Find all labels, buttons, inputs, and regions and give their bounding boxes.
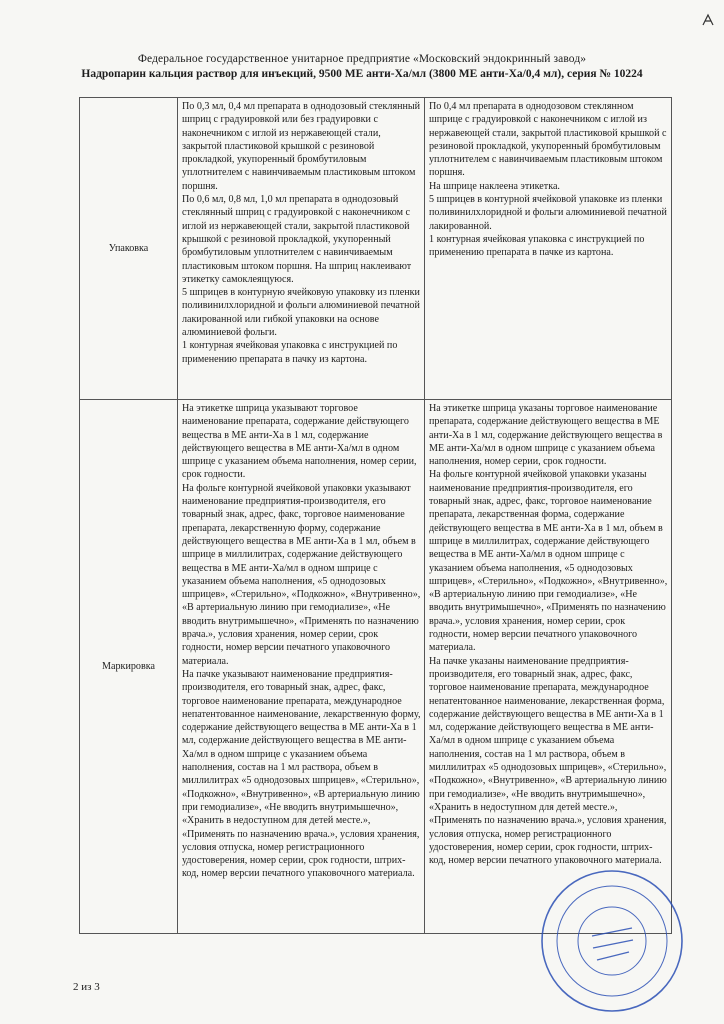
paragraph: На шприце наклеена этикетка. xyxy=(429,180,560,192)
table-row-packaging xyxy=(80,98,672,400)
marking-results-cell xyxy=(425,400,672,934)
paragraph: На этикетке шприца указаны торговое наименование препарата, содержание действующего вещества в МЕ анти-Ха в 1 мл, содержание действующего вещества в МЕ анти-Ха/мл в одном шприце с указанием объема наполнения, номер серии, срок годности. xyxy=(429,403,663,468)
paragraph: 5 шприцев в контурную ячейковую упаковку из пленки поливинилхлоридной и фольги алюминиевой печатной лакированной или гибкой упаковки на основе алюминиевой фольги. xyxy=(182,287,420,339)
paragraph: На этикетке шприца указывают торговое наименование препарата, содержание действующего вещества в МЕ анти-Ха в 1 мл, содержание действующего вещества в МЕ анти-Ха/мл в одном шприце с указанием объема наполнения, номер серии, срок годности. xyxy=(182,403,417,481)
paragraph: На пачке указаны наименование предприятия-производителя, его товарный знак, адрес, факс, торговое наименование препарата, международное непатентованное наименование, лекарственная форма, содержание действующего вещества в МЕ анти-Ха в 1 мл, содержание действующего вещества в МЕ анти-Ха/мл в одном шприце с указанием объема наполнения, состав на 1 мл раствора, объем в миллилитрах «5 однодозовых шприцев», «Стерильно», «Подкожно», «Внутривенно», «В артериальную линию при гемодиализе», «Не вводить внутримышечно», «Хранить в недоступном для детей месте.», «Применять по назначению врача.», условия хранения, условия отпуска, номер регистрационного удостоверения, номер серии, срок годности, штрих-код, номер версии печатного упаковочного материала. xyxy=(429,655,667,867)
document-header xyxy=(0,52,724,81)
table-row-marking xyxy=(80,400,672,934)
organization-name: Федеральное государственное унитарное предприятие «Московский эндокринный завод» xyxy=(137,53,587,65)
paragraph: По 0,3 мл, 0,4 мл препарата в однодозовый стеклянный шприц с градуировкой или без градуировки с наконечником с иглой из нержавеющей стали, закрытой пластиковой крышкой с резиновой прокладкой, укупоренный бромбутиловым уплотнителем с навинчиваемым пластиковым штоком поршня. xyxy=(182,101,421,192)
paragraph: 5 шприцев в контурной ячейковой упаковке из пленки поливинилхлоридной и фольги алюминиевой печатной лакированной. xyxy=(429,194,667,232)
paragraph: По 0,6 мл, 0,8 мл, 1,0 мл препарата в однодозовый стеклянный шприц с градуировкой с наконечником с иглой из нержавеющей стали, закрытой пластиковой крышкой с резиновой прокладкой, укупоренный бромбутиловым уплотнителем с навинчиваемым пластиковым штоком поршня. На шприц наклеивают этикетку самоклеящуюся. xyxy=(182,194,412,285)
paragraph: 1 контурная ячейковая упаковка с инструкцией по применению препарата в пачке из картона. xyxy=(429,233,645,259)
paragraph: 1 контурная ячейковая упаковка с инструкцией по применению препарата в пачку из картона. xyxy=(182,340,398,365)
specification-table xyxy=(79,97,672,934)
paragraph: На пачке указывают наименование предприятия-производителя, его товарный знак, адрес, факс, торговое наименование препарата, международное непатентованное наименование, лекарственную форму, содержание действующего вещества в МЕ анти-Ха в 1 мл, содержание действующего вещества в МЕ анти-Ха/мл в одном шприце с указанием объема наполнения, состав на 1 мл раствора, объем в миллилитрах «5 однодозовых шприцев», «Стерильно», «Подкожно», «Внутривенно», «В артериальную линию при гемодиализе», «Не вводить внутримышечно», «Хранить в недоступном для детей месте.», «Применять по назначению врача.», условия хранения, условия отпуска, номер регистрационного удостоверения, номер серии, срок годности, штрих-код, номер версии печатного упаковочного материала. xyxy=(182,668,421,880)
page-number: 2 из 3 xyxy=(73,981,100,993)
corner-mark-icon xyxy=(700,12,716,28)
seal-stamp xyxy=(537,866,687,1016)
paragraph: По 0,4 мл препарата в однодозовом стеклянном шприце с градуировкой с наконечником с иглой из нержавеющей стали, закрытой пластиковой крышкой с резиновой прокладкой, укупоренный бромбутиловым уплотнителем с навинчиваемым пластиковым штоком поршня. xyxy=(429,101,667,179)
paragraph: На фольге контурной ячейковой упаковки указаны наименование предприятия-производителя, его товарный знак, адрес, факс, торговое наименование препарата, лекарственная форма, содержание действующего вещества в МЕ анти-Ха в 1 мл, объем в шприце в миллилитрах, содержание действующего вещества в МЕ анти-Ха/мл в одном шприце с указанием объема наполнения, «5 однодозовых шприцев», «Стерильно», «Подкожно», «Внутривенно», «В артериальную линию при гемодиализе», «Не вводить внутримышечно», «Применять по назначению врача.», условия хранения, номер серии, срок годности, номер версии печатного упаковочного материала. xyxy=(429,469,668,654)
packaging-results-cell xyxy=(425,98,672,400)
product-title: Надропарин кальция раствор для инъекций, 9500 МЕ анти-Ха/мл (3800 МЕ анти-Ха/0,4 мл), серия № 10224 xyxy=(81,68,643,80)
paragraph: На фольге контурной ячейковой упаковки указывают наименование предприятия-производителя, его товарный знак, адрес, факс, торговое наименование препарата, лекарственную форму, содержание действующего вещества в МЕ анти-Ха в 1 мл, объем в шприце в миллилитрах, содержание действующего вещества в МЕ анти-Ха/мл в одном шприце с указанием объема наполнения, «5 однодозовых шприцев», «Стерильно», «Подкожно», «Внутривенно», «В артериальную линию при гемодиализе», «Не вводить внутримышечно», «Применять по назначению врача.», условия хранения, номер серии, срок годности, номер версии печатного упаковочного материала. xyxy=(182,482,421,667)
marking-requirements-cell xyxy=(178,400,425,934)
row-label-packaging: Упаковка xyxy=(80,98,178,400)
row-label-marking: Маркировка xyxy=(80,400,178,934)
packaging-requirements-cell xyxy=(178,98,425,400)
